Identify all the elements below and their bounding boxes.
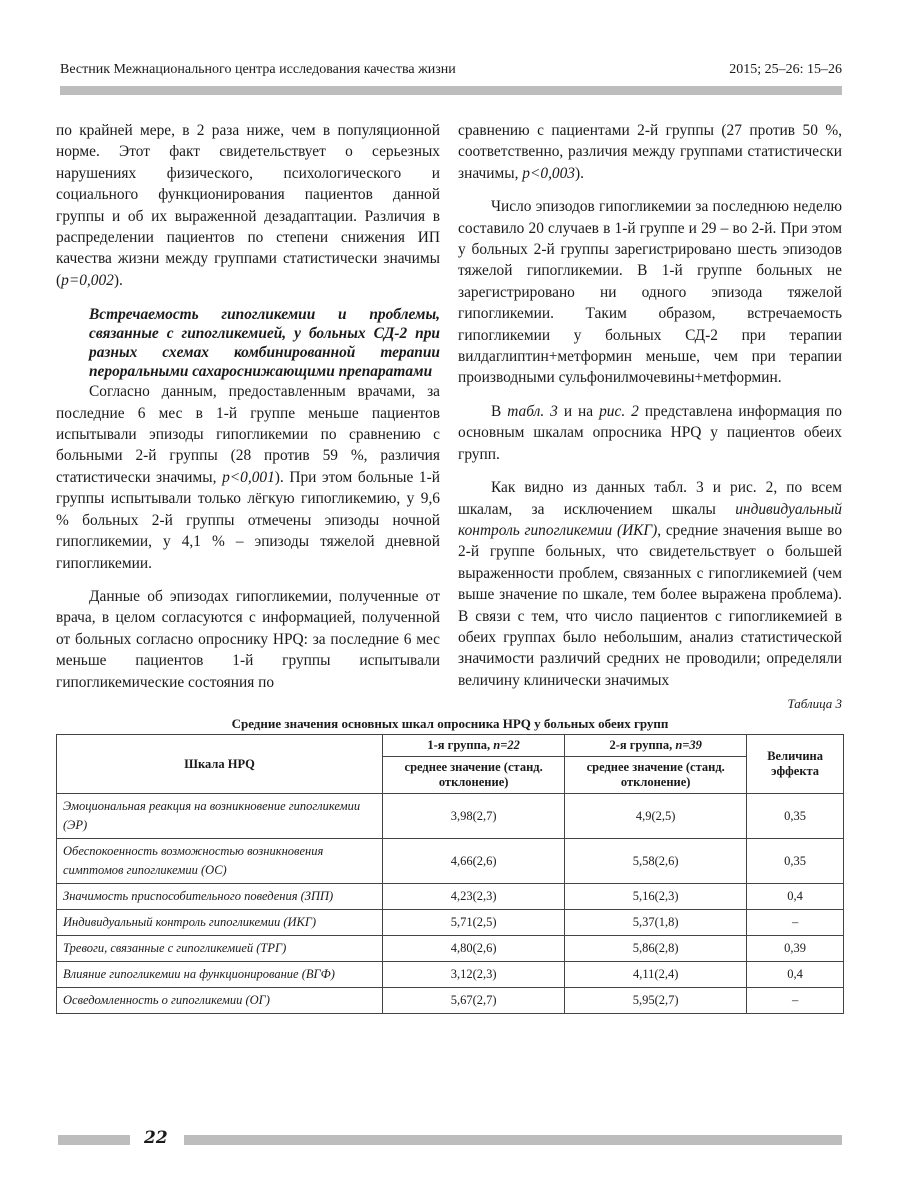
paragraph: Как видно из данных табл. 3 и рис. 2, по всем шкалам, за исключением шкалы индивидуальный контроль гипогликемии (ИКГ), средние значения выше во 2-й группе больных, что свидетельствует о большей выраженности проблем, связанных с гипогликемией (чем выше значение по шкале, тем более выражена проблема). В связи с тем, что число пациентов с гипогликемией в обеих группах было небольшим, анализ статистической значимости различий средних не проводили; определяли величину клинически значимых [458, 479, 843, 689]
effect-cell: 0,4 [747, 884, 844, 910]
scale-cell: Влияние гипогликемии на функционирование (ВГФ) [57, 962, 383, 988]
scale-cell: Индивидуальный контроль гипогликемии (ИКГ) [57, 910, 383, 936]
sub-mean-header: среднее значение (станд. отклонение) [383, 757, 565, 794]
left-column [56, 120, 440, 693]
paragraph: сравнению с пациентами 2-й группы (27 против 50 %, соответственно, различия между группами статистически значимы, p<0,003). [458, 122, 842, 182]
right-column [458, 120, 842, 691]
col-effect-header: Величина эффекта [747, 735, 844, 794]
table-label: Таблица 3 [787, 696, 842, 711]
effect-cell: 0,39 [747, 936, 844, 962]
group1-cell: 4,66(2,6) [383, 839, 565, 884]
scale-cell: Осведомленность о гипогликемии (ОГ) [57, 988, 383, 1014]
table-row [57, 962, 844, 988]
group2-cell: 5,16(2,3) [565, 884, 747, 910]
group2-cell: 4,9(2,5) [565, 794, 747, 839]
table-row [57, 936, 844, 962]
header-bar [60, 86, 842, 95]
page-footer [58, 1130, 842, 1150]
col-group1-header: 1-я группа, n=22 [383, 735, 565, 757]
group2-cell: 5,58(2,6) [565, 839, 747, 884]
paragraph: по крайней мере, в 2 раза ниже, чем в популяционной норме. Этот факт свидетельствует о серьезных нарушениях физического, психологического и социального функционирования пациентов данной группы и об их выраженной дезадаптации. Различия в распределении пациентов по степени снижения ИП качества жизни между группами статистически значимы (p=0,002). [56, 122, 440, 289]
group2-cell: 5,86(2,8) [565, 936, 747, 962]
paragraph: Число эпизодов гипогликемии за последнюю неделю составило 20 случаев в 1-й группе и 29 – во 2-й. При этом у больных 2-й группы зарегистрировано шесть эпизодов тяжелой гипогликемии. В 1-й группе больных не зарегистрировано ни одного эпизода тяжелой гипогликемии. Таким образом, встречаемость гипогликемии у больных СД-2 при терапии вилдаглиптин+метформин меньше, чем при терапии производными сульфонилмочевины+метформин. [458, 198, 842, 387]
col-group2-header: 2-я группа, n=39 [565, 735, 747, 757]
journal-title: Вестник Межнационального центра исследования качества жизни [60, 62, 456, 77]
scale-cell: Эмоциональная реакция на возникновение гипогликемии (ЭР) [57, 794, 383, 839]
table-row [57, 839, 844, 884]
scale-cell: Значимость приспособительного поведения (ЗПП) [57, 884, 383, 910]
effect-cell: 0,35 [747, 794, 844, 839]
group2-cell: 4,11(2,4) [565, 962, 747, 988]
group2-cell: 5,95(2,7) [565, 988, 747, 1014]
group1-cell: 3,12(2,3) [383, 962, 565, 988]
group1-cell: 3,98(2,7) [383, 794, 565, 839]
hpq-table [56, 734, 844, 1014]
group1-cell: 4,80(2,6) [383, 936, 565, 962]
running-header [60, 56, 842, 96]
table-row [57, 988, 844, 1014]
section-heading: Встречаемость гипогликемии и проблемы, связанные с гипогликемией, у больных СД-2 при разных схемах комбинированной терапии пероральными сахароснижающими препаратами [89, 306, 440, 381]
table-row [57, 910, 844, 936]
issue-info: 2015; 25–26: 15–26 [729, 62, 842, 77]
table-title: Средние значения основных шкал опросника HPQ у больных обеих групп [231, 716, 669, 731]
sub-mean-header: среднее значение (станд. отклонение) [565, 757, 747, 794]
table-row [57, 794, 844, 839]
paragraph: Данные об эпизодах гипогликемии, полученные от врача, в целом согласуются с информацией, полученной от больных согласно опроснику HPQ: за последние 6 мес меньше пациентов 1-й группы испытывали гипогликемические состояния по [56, 587, 440, 691]
table-row [57, 884, 844, 910]
footer-bar-right [184, 1135, 842, 1145]
group2-cell: 5,37(1,8) [565, 910, 747, 936]
paragraph: Согласно данным, предоставленным врачами, за последние 6 мес в 1-й группе меньше пациентов испытывали эпизоды гипогликемии по сравнению с больными 2-й группы (28 против 59 %, различия статистически значимы, p<0,001). При этом больные 1-й группы испытывали только лёгкую гипогликемию, у 9,6 % больных 2-й группы отмечены эпизоды ночной гипогликемии, у 4,1 % – эпизоды тяжелой дневной гипогликемии. [56, 383, 440, 572]
effect-cell: – [747, 988, 844, 1014]
group1-cell: 5,67(2,7) [383, 988, 565, 1014]
scale-cell: Обеспокоенность возможностью возникновения симптомов гипогликемии (ОС) [57, 839, 383, 884]
scale-cell: Тревоги, связанные с гипогликемией (ТРГ) [57, 936, 383, 962]
effect-cell: 0,4 [747, 962, 844, 988]
group1-cell: 4,23(2,3) [383, 884, 565, 910]
footer-bar-left [58, 1135, 130, 1145]
page-number: 22 [144, 1128, 168, 1148]
effect-cell: 0,35 [747, 839, 844, 884]
group1-cell: 5,71(2,5) [383, 910, 565, 936]
effect-cell: – [747, 910, 844, 936]
col-scale-header: Шкала HPQ [57, 735, 383, 794]
paragraph: В табл. 3 и на рис. 2 представлена информация по основным шкалам опросника HPQ у пациентов обеих групп. [458, 402, 842, 463]
